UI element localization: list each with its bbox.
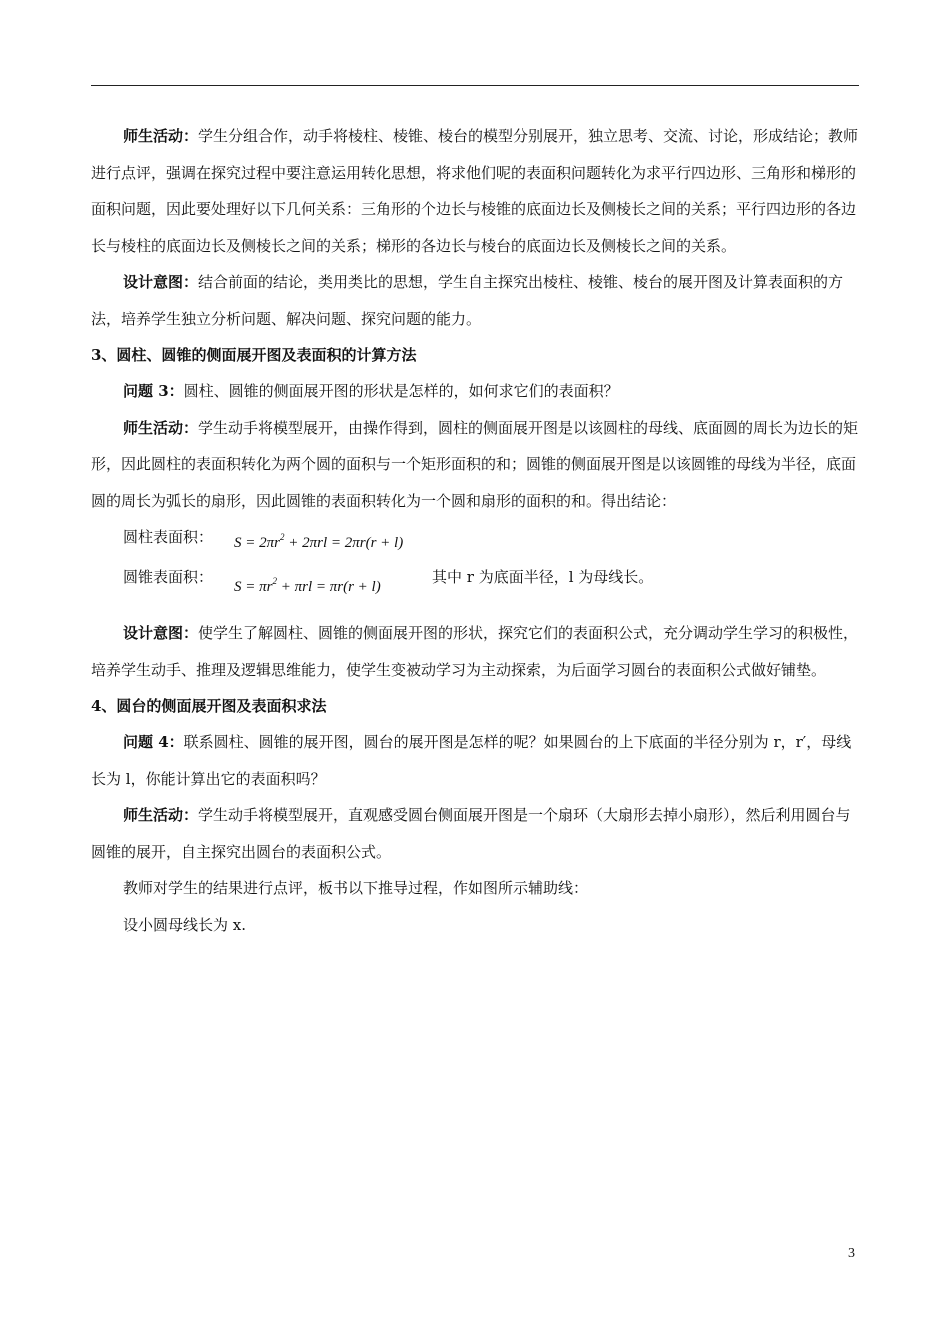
label-design: 设计意图： xyxy=(123,624,199,642)
question-text: 联系圆柱、圆锥的展开图，圆台的展开图是怎样的呢？如果圆台的上下底面的半径分别为 r，r′，母线长为 l，你能计算出它的表面积吗？ xyxy=(91,733,852,788)
formula-cylinder xyxy=(91,519,861,559)
question-3 xyxy=(91,373,861,410)
formula-note: 其中 r 为底面半径，l 为母线长。 xyxy=(432,568,654,586)
formula-equation xyxy=(234,525,403,555)
paragraph-text: 学生分组合作，动手将棱柱、棱锥、棱台的模型分别展开，独立思考、交流、讨论，形成结论；教师进行点评，强调在探究过程中要注意运用转化思想，将求他们呢的表面积问题转化为求平行四边形、三角形和梯形的面积问题，因此要处理好以下几何关系：三角形的个边长与棱锥的底面边长及侧棱长之间的关系；平行四边形的各边长与棱柱的底面边长及侧棱长之间的关系；梯形的各边长与棱台的底面边长及侧棱长之间的关系。 xyxy=(91,127,859,255)
section-heading-3: 3、圆柱、圆锥的侧面展开图及表面积的计算方法 xyxy=(91,346,417,364)
paragraph-text: 学生动手将模型展开，直观感受圆台侧面展开图是一个扇环（大扇形去掉小扇形），然后利用圆台与圆锥的展开，自主探究出圆台的表面积公式。 xyxy=(91,806,851,861)
paragraph-text: 学生动手将模型展开，由操作得到，圆柱的侧面展开图是以该圆柱的母线、底面圆的周长为边长的矩形，因此圆柱的表面积转化为两个圆的面积与一个矩形面积的和；圆锥的侧面展开图是以该圆锥的母线为半径，底面圆的周长为弧长的扇形，因此圆锥的表面积转化为一个圆和扇形的面积的和。得出结论： xyxy=(91,418,859,510)
formula-cone xyxy=(91,559,861,615)
paragraph-activity-2 xyxy=(91,410,861,520)
label-activity: 师生活动： xyxy=(123,418,199,437)
paragraph-design-2 xyxy=(91,615,861,688)
formula-exponent: 2 xyxy=(279,532,285,542)
formula-lhs: S = 2πr xyxy=(234,535,280,551)
question-4 xyxy=(91,724,861,797)
header-rule xyxy=(91,85,859,86)
formula-label: 圆柱表面积： xyxy=(123,528,214,546)
page-body xyxy=(91,118,861,943)
formula-equation xyxy=(234,569,381,599)
label-question: 问题 3： xyxy=(123,382,184,400)
formula-rhs: + 2πrl = 2πr(r + l) xyxy=(284,535,404,551)
paragraph-text: 结合前面的结论，类用类比的思想，学生自主探究出棱柱、棱锥、棱台的展开图及计算表面积的方法，培养学生独立分析问题、解决问题、探究问题的能力。 xyxy=(91,273,844,328)
formula-label: 圆锥表面积： xyxy=(123,568,214,586)
formula-lhs: S = πr xyxy=(234,579,273,595)
paragraph-teacher-comment: 教师对学生的结果进行点评，板书以下推导过程，作如图所示辅助线： xyxy=(123,879,589,897)
paragraph-derivation-start: 设小圆母线长为 x. xyxy=(123,915,246,934)
formula-rhs: + πrl = πr(r + l) xyxy=(276,579,381,595)
label-activity: 师生活动： xyxy=(123,806,199,824)
label-question: 问题 4： xyxy=(123,733,184,751)
question-text: 圆柱、圆锥的侧面展开图的形状是怎样的，如何求它们的表面积？ xyxy=(183,382,619,400)
paragraph-activity-3 xyxy=(91,797,861,870)
formula-exponent: 2 xyxy=(272,576,277,586)
paragraph-activity-1 xyxy=(91,118,861,264)
paragraph-design-1 xyxy=(91,264,861,337)
label-activity: 师生活动： xyxy=(123,127,199,145)
page-number: 3 xyxy=(848,1246,855,1261)
section-heading-4: 4、圆台的侧面展开图及表面积求法 xyxy=(91,697,327,715)
paragraph-text: 使学生了解圆柱、圆锥的侧面展开图的形状，探究它们的表面积公式，充分调动学生学习的积极性，培养学生动手、推理及逻辑思维能力，使学生变被动学习为主动探索，为后面学习圆台的表面积公式做好铺垫。 xyxy=(91,624,859,679)
label-design: 设计意图： xyxy=(123,273,199,291)
